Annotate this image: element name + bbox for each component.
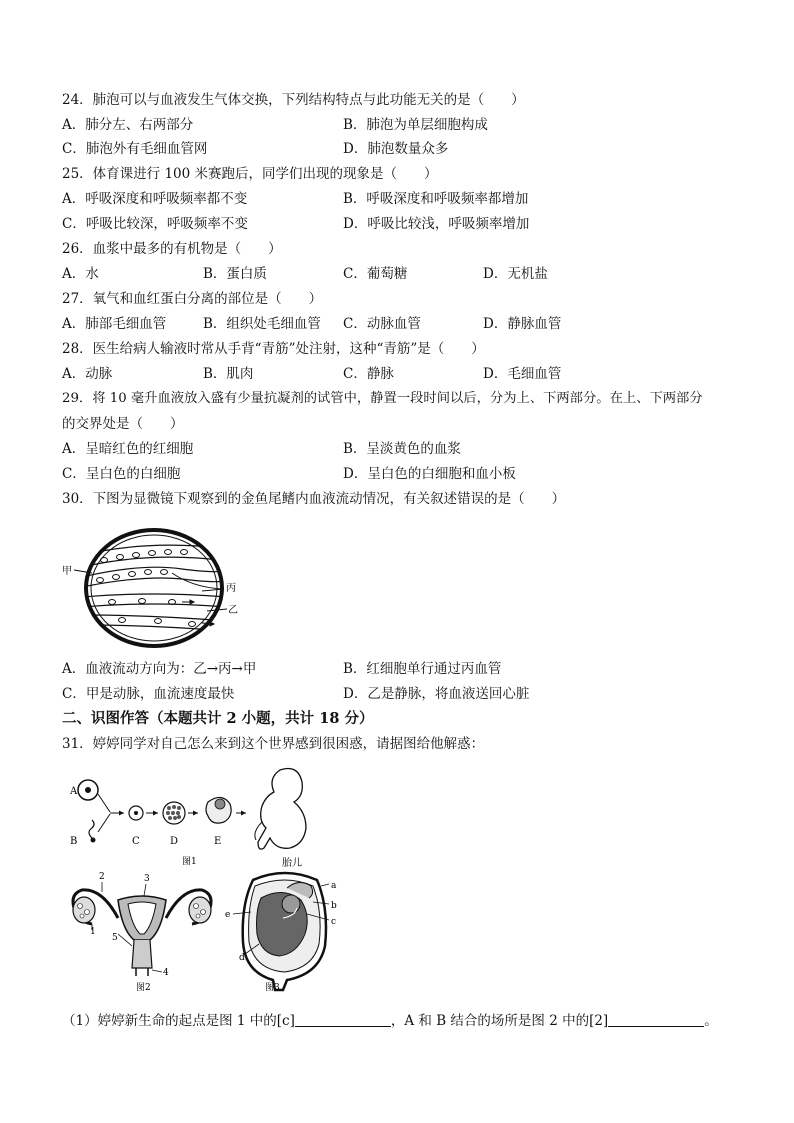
q24-option-d: D．肺泡数量众多 (343, 141, 449, 157)
fig2-label-4: 4 (163, 968, 169, 978)
q29-option-d: D．呈白色的白细胞和血小板 (343, 466, 516, 482)
q27-option-b: B．组织处毛细血管 (203, 316, 321, 332)
q27-option-c: C．动脉血管 (343, 316, 421, 332)
fig2-label-5: 5 (112, 933, 118, 943)
question-29-stem-cont: 的交界处是（ ） (62, 416, 184, 432)
fig3-label-e: e (225, 910, 231, 920)
q26-option-d: D．无机盐 (483, 266, 548, 282)
label-yi: 乙 (228, 605, 238, 616)
answer-blank-1[interactable] (295, 1012, 391, 1027)
q27-option-d: D．静脉血管 (483, 316, 562, 332)
q24-option-b: B．肺泡为单层细胞构成 (343, 117, 488, 133)
q31-sub1-part-c: 。 (704, 1013, 718, 1029)
question-30-stem: 30．下图为显微镜下观察到的金鱼尾鳍内血液流动情况，有关叙述错误的是（ ） (62, 491, 566, 507)
q25-option-d: D．呼吸比较浅，呼吸频率增加 (343, 216, 530, 232)
fig3-label-c: c (331, 917, 337, 927)
fig3-label-a: a (331, 881, 337, 891)
q28-option-b: B．肌肉 (203, 366, 254, 382)
q26-option-c: C．葡萄糖 (343, 266, 408, 282)
q25-option-b: B．呼吸深度和呼吸频率都增加 (343, 191, 529, 207)
q30-option-a: A．血液流动方向为：乙→丙→甲 (62, 661, 257, 677)
q30-option-b: B．红细胞单行通过丙血管 (343, 661, 502, 677)
fig1-label-a: A (70, 786, 78, 797)
fig2-caption: 图2 (136, 983, 151, 993)
q26-option-a: A．水 (62, 266, 99, 282)
q27-option-a: A．肺部毛细血管 (62, 316, 167, 332)
goldfish-fin-blood-flow-figure (62, 525, 252, 653)
fig1-label-d: D (170, 836, 179, 847)
q31-sub1 (62, 1012, 718, 1030)
q25-option-c: C．呼吸比较深，呼吸频率不变 (62, 216, 248, 232)
fig1-label-b: B (70, 836, 78, 847)
fig1-label-c: C (132, 836, 140, 847)
fig3-caption: 图3 (265, 983, 280, 993)
q28-option-a: A．动脉 (62, 366, 113, 382)
q29-option-b: B．呈淡黄色的血浆 (343, 441, 461, 457)
fig1-label-fetus: 胎儿 (282, 858, 302, 869)
question-31-stem: 31．婷婷同学对自己怎么来到这个世界感到很困惑，请据图给他解惑： (62, 736, 485, 752)
question-28-stem: 28．医生给病人输液时常从手背“青筋”处注射，这种“青筋”是（ ） (62, 341, 485, 357)
q31-sub1-part-b: ，A 和 B 结合的场所是图 2 中的[2] (390, 1013, 609, 1029)
q26-option-b: B．蛋白质 (203, 266, 267, 282)
label-jia: 甲 (62, 566, 72, 577)
fetus-in-uterus-figure-3 (225, 868, 345, 993)
female-reproductive-system-figure-2 (62, 868, 222, 993)
fig1-label-e: E (214, 836, 222, 847)
fertilization-development-figure-1 (62, 762, 342, 870)
q30-option-c: C．甲是动脉，血流速度最快 (62, 686, 235, 702)
question-29-stem: 29．将 10 毫升血液放入盛有少量抗凝剂的试管中，静置一段时间以后，分为上、下两部分。在上、下两部分 (62, 391, 703, 406)
fig1-caption: 图1 (182, 857, 197, 867)
q28-option-c: C．静脉 (343, 366, 394, 382)
question-24-stem: 24．肺泡可以与血液发生气体交换，下列结构特点与此功能无关的是（ ） (62, 92, 525, 108)
question-25-stem: 25．体育课进行 100 米赛跑后，同学们出现的现象是（ ） (62, 166, 438, 182)
question-26-stem: 26．血浆中最多的有机物是（ ） (62, 241, 282, 257)
section-2-heading: 二、识图作答（本题共计 2 小题，共计 18 分） (62, 710, 374, 727)
q29-option-c: C．呈白色的白细胞 (62, 466, 181, 482)
answer-blank-2[interactable] (608, 1012, 704, 1027)
fig2-label-3: 3 (144, 874, 150, 884)
fig3-label-b: b (331, 901, 337, 911)
fig2-label-2: 2 (99, 872, 105, 882)
q24-option-a: A．肺分左、右两部分 (62, 117, 194, 133)
q24-option-c: C．肺泡外有毛细血管网 (62, 141, 208, 157)
q28-option-d: D．毛细血管 (483, 366, 562, 382)
q25-option-a: A．呼吸深度和呼吸频率都不变 (62, 191, 248, 207)
q29-option-a: A．呈暗红色的红细胞 (62, 441, 194, 457)
q31-sub1-part-a: （1）婷婷新生命的起点是图 1 中的[c] (62, 1013, 295, 1029)
label-bing: 丙 (226, 583, 236, 594)
fig3-label-d: d (239, 953, 245, 963)
question-27-stem: 27．氧气和血红蛋白分离的部位是（ ） (62, 291, 323, 307)
q30-option-d: D．乙是静脉，将血液送回心脏 (343, 686, 530, 702)
fig2-label-1: 1 (90, 927, 96, 937)
